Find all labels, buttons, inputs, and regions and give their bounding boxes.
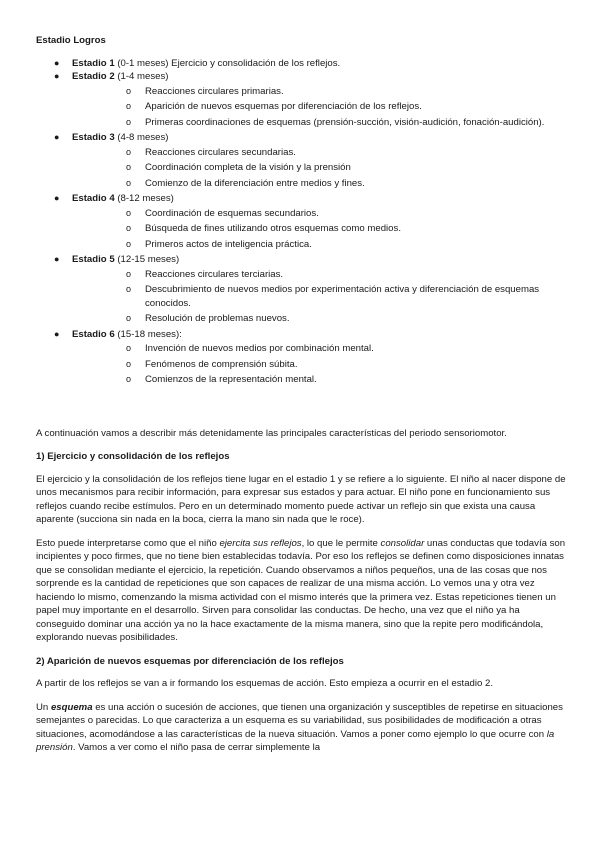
stage-achievements: [72, 146, 568, 191]
achievement-text: Primeras coordinaciones de esquemas (prensión-succión, visión-audición, fonación-audición).: [145, 116, 545, 128]
stage-title: [72, 70, 568, 84]
stage-title: [72, 57, 568, 71]
stage-period: (4-8 meses): [114, 132, 169, 143]
achievement-text: Comienzos de la representación mental.: [145, 374, 317, 385]
stage-period: (8-12 meses): [114, 193, 174, 204]
stage-title: [72, 328, 568, 342]
achievement-text: Aparición de nuevos esquemas por diferenciación de los reflejos.: [145, 101, 422, 112]
stage-period: (1-4 meses): [114, 71, 169, 82]
stage-item: [36, 253, 568, 326]
circle-bullet-icon: o: [126, 374, 132, 384]
achievement-item: [72, 342, 568, 356]
bullet-icon: ●: [54, 57, 60, 68]
achievement-item: [72, 283, 568, 310]
circle-bullet-icon: o: [126, 207, 132, 218]
stage-item: [36, 57, 568, 71]
achievement-text: Comienzo de la diferenciación entre medios y fines.: [145, 177, 365, 189]
section1-title: 1) Ejercicio y consolidación de los reflejos: [36, 451, 230, 462]
text-run: Esto puede interpretarse como que el niño: [36, 537, 220, 549]
circle-bullet-icon: o: [126, 116, 132, 127]
text-run: Un: [36, 701, 51, 713]
section1-paragraph-1: El ejercicio y la consolidación de los reflejos tiene lugar en el estadio 1 y se refiere a lo siguiente. El niño al nacer dispone de unos mecanismos para recibir información, para expresar sus estados y para actuar. El niño pone en funcionamiento sus reflejos cuando recibe estímulos. Pero en un determinado momento puede activar un reflejo sin que exista una causa aparente (succiona sin nada en la boca, cierra la mano sin nada que le roce).: [36, 473, 566, 525]
achievement-text: Búsqueda de fines utilizando otros esquemas como medios.: [145, 223, 401, 234]
achievement-item: [72, 358, 568, 372]
text-run: es una acción o sucesión de acciones, que tienen una organización y susceptibles de repetirse en situaciones semejantes o parecidas. Lo que caracteriza a un esquema es su variabilidad, sus posibilidades de modificación a otras situaciones, acomodándose a las características de la nueva situación. Vamos a poner como ejemplo lo que ocurre con: [36, 701, 563, 740]
stage-period: (0-1 meses) Ejercicio y consolidación de los reflejos.: [114, 57, 341, 69]
italic-run: consolidar: [380, 537, 425, 549]
achievement-item: [72, 161, 568, 175]
section1-paragraph-2: [36, 537, 568, 645]
italic-run: la prensión: [36, 728, 555, 753]
stage-achievements: [72, 207, 568, 252]
stage-achievements: [72, 268, 568, 326]
achievement-text: Descubrimiento de nuevos medios por experimentación activa y diferenciación de esquemas conocidos.: [145, 284, 540, 309]
stage-item: [36, 70, 568, 129]
bullet-icon: ●: [54, 254, 60, 264]
stage-title: [72, 192, 568, 206]
achievement-text: Reacciones circulares primarias.: [145, 85, 284, 97]
section2-paragraph-1: A partir de los reflejos se van a ir formando los esquemas de acción. Esto empieza a ocurrir en el estadio 2.: [36, 678, 494, 689]
achievement-text: Invención de nuevos medios por combinación mental.: [145, 343, 374, 354]
achievement-text: Coordinación de esquemas secundarios.: [145, 207, 319, 219]
circle-bullet-icon: o: [126, 238, 132, 249]
stage-period: (15-18 meses):: [114, 328, 182, 340]
circle-bullet-icon: o: [126, 268, 132, 279]
achievement-item: [72, 373, 568, 387]
document-page: [36, 34, 568, 765]
stage-label: Estadio 5: [72, 254, 115, 265]
section2-title: 2) Aparición de nuevos esquemas por diferenciación de los reflejos: [36, 655, 344, 667]
text-run: . Vamos a ver como el niño pasa de cerrar simplemente la: [72, 742, 321, 753]
circle-bullet-icon: o: [126, 358, 132, 369]
stage-achievements: [72, 342, 568, 387]
achievement-item: [72, 177, 568, 191]
text-run: unas conductas que todavía son incipientes y poco firmes, que no tiene bien establecidas todavía. Por eso los reflejos se definen como disposiciones innatas que se consolidan mediante el ejercicio, la repetición. Cuando observamos a niños pequeños, una de las cosas que nos sorprende es la cantidad de repeticiones que son capaces de realizar de una misma acción. Lo vemos una y otra vez haciendo lo mismo, comenzando la misma actividad con el mismo interés que la primera vez. Estas repeticiones tienen un papel muy importante en el desarrollo. Sirven para consolidar las conductas. De hecho, una vez que el niño ya ha conseguido dominar una acción ya no la hace exactamente de la misma manera, sino que la repite pero modificándola, explorando nuevas posibilidades.: [36, 537, 566, 643]
achievement-item: [72, 100, 568, 114]
achievement-text: Resolución de problemas nuevos.: [145, 313, 290, 324]
achievement-text: Primeros actos de inteligencia práctica.: [145, 238, 312, 250]
achievement-text: Reacciones circulares terciarias.: [145, 268, 284, 280]
achievement-item: [72, 116, 568, 130]
achievement-item: [72, 207, 568, 221]
bullet-icon: ●: [54, 193, 60, 203]
circle-bullet-icon: o: [126, 85, 132, 96]
section2-paragraph-2: [36, 701, 568, 755]
achievement-item: [72, 85, 568, 99]
stage-label: Estadio 4: [72, 193, 115, 204]
stage-period: (12-15 meses): [114, 254, 180, 265]
circle-bullet-icon: o: [126, 146, 132, 157]
intro-paragraph: A continuación vamos a describir más detenidamente las principales características del periodo sensoriomotor.: [36, 427, 507, 439]
achievement-item: [72, 238, 568, 252]
stage-title: [72, 131, 568, 145]
circle-bullet-icon: o: [126, 162, 132, 172]
bullet-icon: ●: [54, 71, 60, 81]
achievement-text: Coordinación completa de la visión y la prensión: [145, 162, 351, 173]
stage-title: [72, 253, 568, 267]
circle-bullet-icon: o: [126, 177, 132, 188]
stage-achievements: [72, 85, 568, 130]
bullet-icon: ●: [54, 132, 60, 142]
text-run: , lo que le permite: [301, 537, 381, 549]
circle-bullet-icon: o: [126, 343, 132, 353]
stage-label: Estadio 3: [72, 132, 115, 143]
stage-item: [36, 131, 568, 190]
stage-item: [36, 328, 568, 387]
stages-list: [36, 57, 568, 387]
spacer: [36, 389, 568, 427]
achievement-item: [72, 222, 568, 236]
achievement-text: Fenómenos de comprensión súbita.: [145, 358, 298, 370]
circle-bullet-icon: o: [126, 223, 132, 233]
stage-label: Estadio 2: [72, 71, 115, 82]
bold-italic-run: esquema: [50, 701, 93, 713]
table-heading: Estadio Logros: [36, 35, 106, 46]
achievement-item: [72, 146, 568, 160]
achievement-item: [72, 268, 568, 282]
stage-label: Estadio 1: [72, 57, 115, 69]
stage-label: Estadio 6: [72, 328, 115, 340]
achievement-item: [72, 312, 568, 326]
bullet-icon: ●: [54, 328, 60, 339]
circle-bullet-icon: o: [126, 101, 132, 111]
circle-bullet-icon: o: [126, 284, 132, 294]
achievement-text: Reacciones circulares secundarias.: [145, 146, 296, 158]
circle-bullet-icon: o: [126, 313, 132, 323]
italic-run: ejercita sus reflejos: [219, 537, 302, 549]
stage-item: [36, 192, 568, 251]
